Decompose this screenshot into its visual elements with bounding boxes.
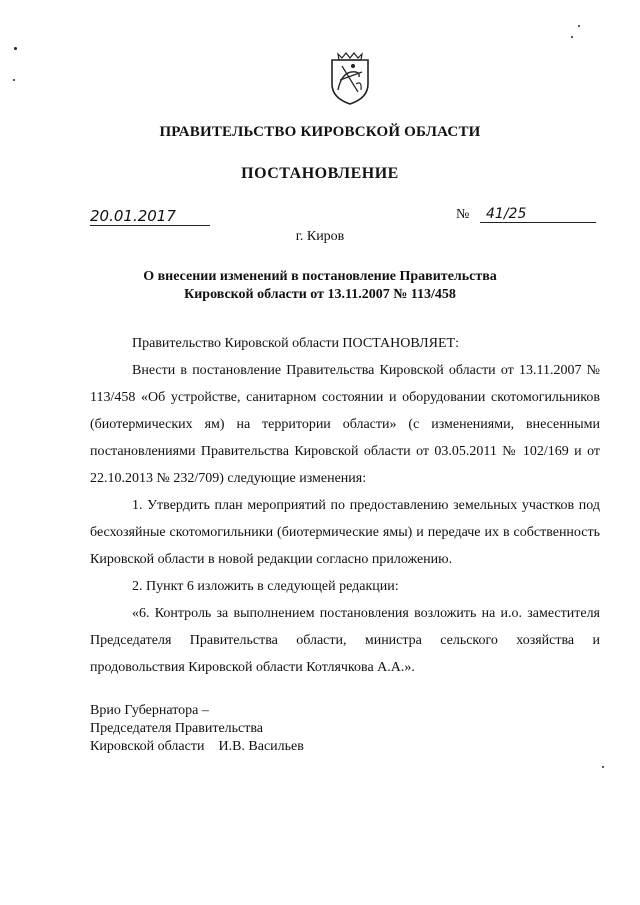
document-subject — [0, 268, 640, 304]
document-body — [90, 330, 600, 681]
number-value: 41/25 — [480, 206, 596, 223]
scan-speck — [578, 25, 580, 27]
subject-line: Кировской области от 13.11.2007 № 113/458 — [184, 287, 456, 302]
number-label: № — [456, 207, 470, 222]
scan-speck — [13, 79, 15, 81]
signature-line: Председателя Правительства — [90, 721, 264, 736]
kirov-coat-of-arms-icon — [328, 50, 372, 106]
list-item: 2. Пункт 6 изложить в следующей редакции: — [132, 579, 399, 594]
scan-speck — [602, 766, 604, 768]
signature-block — [90, 702, 304, 756]
body-paragraph: Внести в постановление Правительства Кировской области от 13.11.2007 № 113/458 «Об устройстве, санитарном состоянии и оборудовании скотомогильников (биотермических ям) на территории области» (с изменениями, внесенными постановлениями Правительства Кировской области от 03.05.2011 № 102/169 и от 22.10.2013 № 232/709) следующие изменения: — [90, 363, 600, 486]
signature-line — [90, 738, 304, 756]
document-date: 20.01.2017 — [90, 207, 210, 226]
intro-paragraph: Правительство Кировской области ПОСТАНОВЛЯЕТ: — [132, 336, 459, 351]
subject-line: О внесении изменений в постановление Правительства — [143, 269, 497, 284]
signatory-name: И.В. Васильев — [218, 739, 304, 754]
list-item: 1. Утвердить план мероприятий по предоставлению земельных участков под бесхозяйные скотомогильники (биотермические ямы) и передаче их в собственность Кировской области в новой редакции согласно приложению. — [90, 498, 600, 567]
organization-title: ПРАВИТЕЛЬСТВО КИРОВСКОЙ ОБЛАСТИ — [159, 124, 481, 140]
quoted-paragraph: «6. Контроль за выполнением постановления возложить на и.о. заместителя Председателя Правительства области, министра сельского хозяйства и продовольствия Кировской области Котлячкова А.А.». — [90, 606, 600, 675]
scan-speck — [571, 36, 573, 38]
scan-speck — [14, 47, 17, 50]
signature-line: Врио Губернатора – — [90, 703, 209, 718]
document-number — [456, 206, 600, 223]
signature-org: Кировской области — [90, 739, 205, 754]
document-type: ПОСТАНОВЛЕНИЕ — [241, 165, 399, 182]
city: г. Киров — [295, 229, 345, 244]
